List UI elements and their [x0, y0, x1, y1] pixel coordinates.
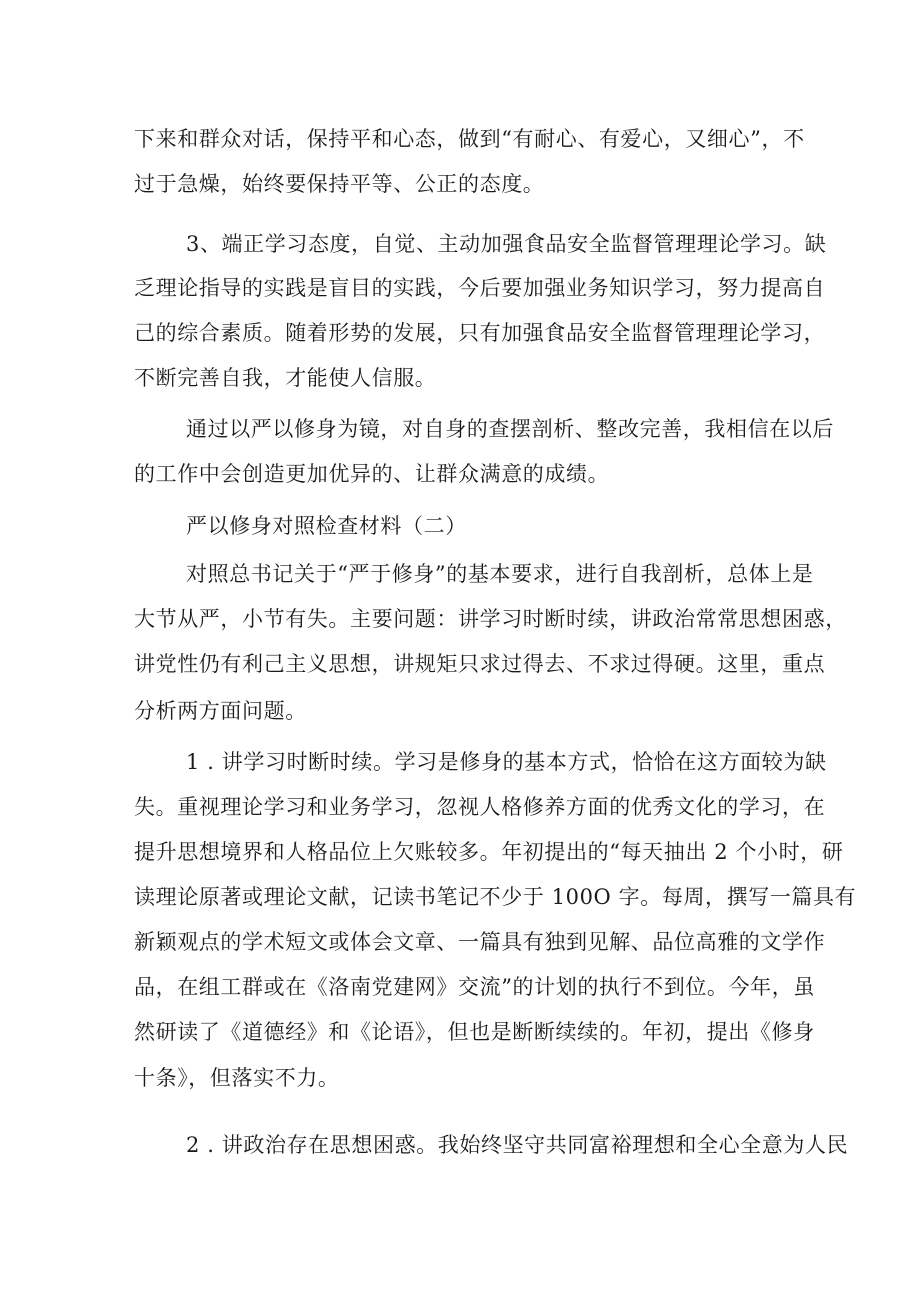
- paragraph-line: 下来和群众对话，保持平和心态，做到“有耐心、有爱心，又细心”，不: [134, 127, 805, 151]
- paragraph-line: 讲党性仍有利己主义思想，讲规矩只求过得去、不求过得硬。这里，重点: [134, 652, 826, 676]
- paragraph-line: 过于急燥，始终要保持平等、公正的态度。: [134, 172, 545, 196]
- paragraph-line: 3、端正学习态度，自觉、主动加强食品安全监督管理理论学习。缺: [186, 232, 827, 256]
- paragraph-line: 新颖观点的学术短文或体会文章、一篇具有独到见解、品位高雅的文学作: [134, 930, 826, 954]
- paragraph-line: 己的综合素质。随着形势的发展，只有加强食品安全监督管理理论学习，: [134, 321, 826, 345]
- paragraph-line: 不断完善自我，才能使人信服。: [134, 366, 437, 390]
- paragraph-line: 失。重视理论学习和业务学习，忽视人格修养方面的优秀文化的学习，在: [134, 795, 826, 819]
- paragraph-line: 通过以严以修身为镜，对自身的查摆剖析、整改完善，我相信在以后: [186, 417, 834, 441]
- paragraph-line: 提升思想境界和人格品位上欠账较多。年初提出的“每天抽出 2 个小时，研: [134, 840, 844, 864]
- paragraph-line: 对照总书记关于“严于修身”的基本要求，进行自我剖析，总体上是: [186, 562, 814, 586]
- section-heading: 严以修身对照检查材料（二）: [186, 514, 467, 538]
- paragraph-line: 品，在组工群或在《洛南党建网》交流”的计划的执行不到位。今年，虽: [134, 975, 815, 999]
- paragraph-line: 的工作中会创造更加优异的、让群众满意的成绩。: [134, 462, 610, 486]
- paragraph-line: 大节从严，小节有失。主要问题：讲学习时断时续，讲政治常常思想困惑，: [134, 607, 847, 631]
- paragraph-line: 十条》，但落实不力。: [134, 1066, 340, 1090]
- paragraph-line: 然研读了《道德经》和《论语》，但也是断断续续的。年初，提出《修身: [134, 1020, 815, 1044]
- paragraph-line: 读理论原著或理论文献，记读书笔记不少于 100O 字。每周，撰写一篇具有: [134, 885, 857, 909]
- paragraph-line: 分析两方面问题。: [134, 699, 307, 723]
- paragraph-line: 2 . 讲政治存在思想困惑。我始终坚守共同富裕理想和全心全意为人民: [186, 1133, 849, 1157]
- paragraph-line: 乏理论指导的实践是盲目的实践，今后要加强业务知识学习，努力提高自: [134, 276, 826, 300]
- paragraph-line: 1 . 讲学习时断时续。学习是修身的基本方式，恰恰在这方面较为缺: [186, 750, 827, 774]
